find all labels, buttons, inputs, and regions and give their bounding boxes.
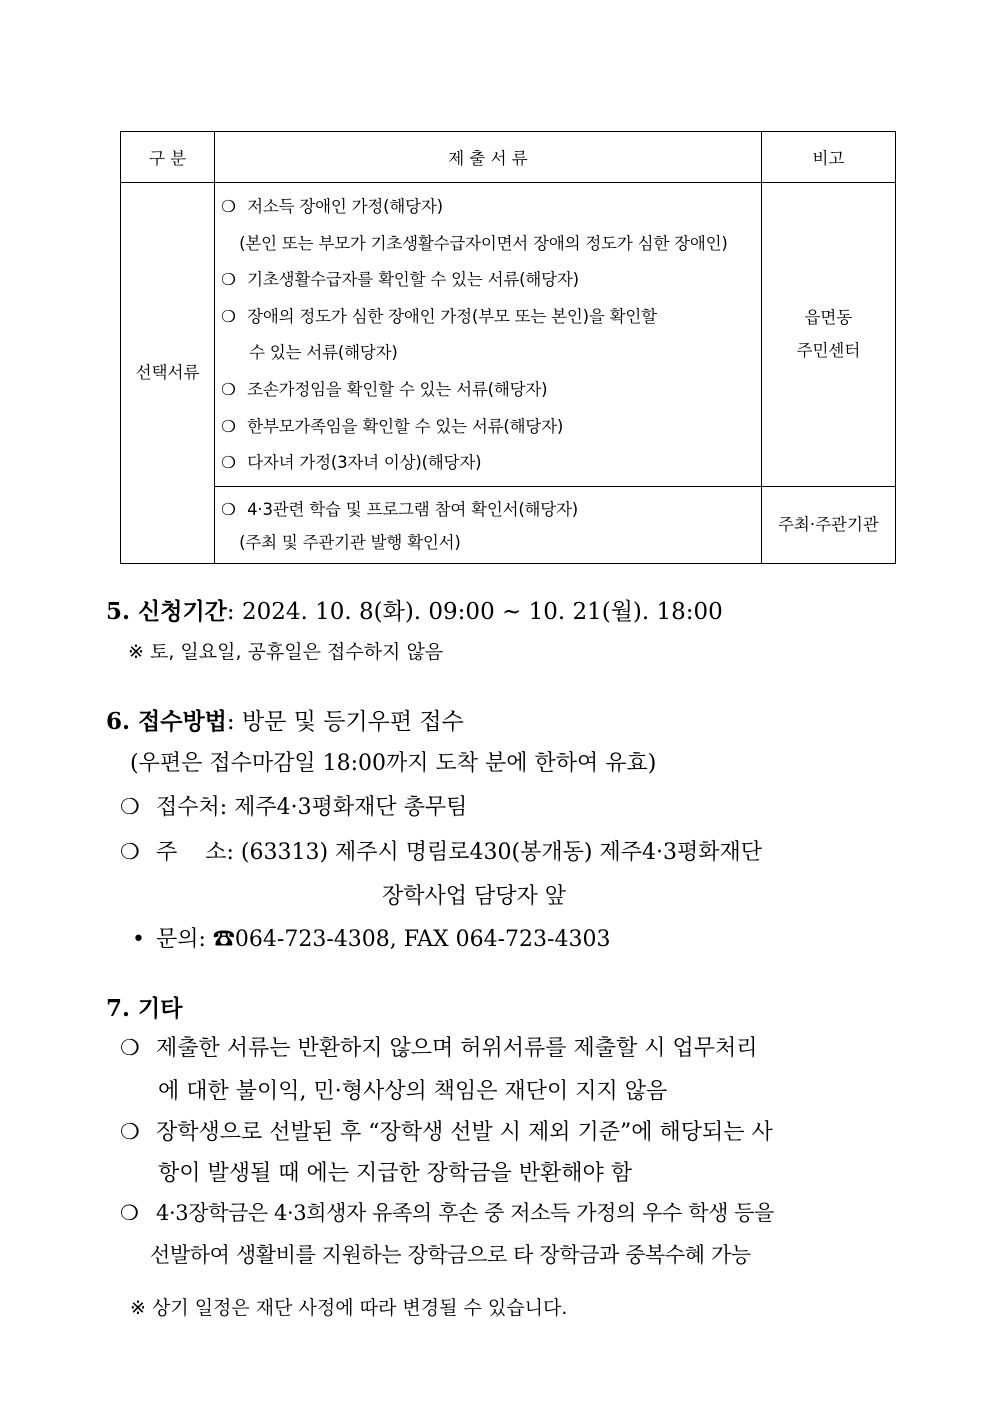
section-5-title: [106, 593, 723, 626]
circle-bullet-icon: ❍: [120, 840, 140, 865]
circle-bullet-icon: ❍: [221, 453, 236, 473]
section-5-value: : 2024. 10. 8(화). 09:00 ~ 10. 21(월). 18:00: [226, 599, 723, 625]
circle-bullet-icon: ❍: [221, 306, 236, 326]
circle-bullet-icon: ❍: [221, 499, 236, 519]
item-text: 4·3장학금은 4·3희생자 유족의 후손 중 저소득 가정의 우수 학생 등을: [156, 1201, 775, 1225]
documents-table: [120, 131, 896, 564]
document-item: [221, 493, 757, 526]
document-text: 기초생활수급자를 확인할 수 있는 서류(해당자): [247, 270, 579, 290]
document-text: 4·3관련 학습 및 프로그램 참여 확인서(해당자): [247, 499, 579, 519]
note-line: 읍면동: [804, 308, 853, 328]
document-item: [221, 372, 757, 409]
section-7-heading: 7. 기타: [106, 995, 183, 1022]
header-documents: 제 출 서 류: [215, 132, 762, 183]
header-category: 구 분: [121, 132, 215, 183]
section-7-item-cont: 선발하여 생활비를 지원하는 장학금으로 타 장학금과 중복수혜 가능: [150, 1243, 751, 1267]
section-5-note: ※ 토, 일요일, 공휴일은 접수하지 않음: [128, 641, 444, 663]
item-text: 제출한 서류는 반환하지 않으며 허위서류를 제출할 시 업무처리: [156, 1036, 758, 1061]
section-7-item-cont: 에 대한 불이익, 민·형사상의 책임은 재단이 지지 않음: [158, 1079, 668, 1104]
table-row: [121, 183, 896, 487]
section-6-address: [120, 835, 762, 866]
document-item: [221, 299, 757, 336]
circle-bullet-icon: ❍: [221, 416, 236, 436]
address-text: (63313) 제주시 명림로430(봉개동) 제주4·3평화재단: [240, 840, 762, 865]
circle-bullet-icon: ❍: [120, 1201, 139, 1225]
circle-bullet-icon: ❍: [120, 1036, 140, 1061]
section-6-heading: 6. 접수방법: [106, 708, 227, 735]
office-text: 접수처: 제주4·3평화재단 총무팀: [156, 795, 468, 820]
document-item: [221, 262, 757, 299]
dot-bullet-icon: •: [132, 927, 145, 952]
circle-bullet-icon: ❍: [221, 379, 236, 399]
document-text: 다자녀 가정(3자녀 이상)(해당자): [247, 453, 482, 473]
document-text: 조손가정임을 확인할 수 있는 서류(해당자): [247, 379, 548, 399]
category-cell: 선택서류: [121, 183, 215, 564]
section-7-item: [120, 1115, 773, 1146]
section-6-title: [106, 703, 464, 736]
section-6-value: : 방문 및 등기우편 접수: [226, 709, 464, 735]
document-item-continued: 수 있는 서류(해당자): [249, 343, 398, 363]
note-cell: 주최·주관기관: [761, 486, 895, 563]
document-item: [221, 189, 757, 226]
note-line: 주민센터: [796, 341, 861, 361]
document-text: 저소득 장애인 가정(해당자): [247, 197, 443, 216]
header-note: 비고: [761, 132, 895, 183]
item-text: 장학생으로 선발된 후 “장학생 선발 시 제외 기준”에 해당되는 사: [156, 1120, 773, 1145]
section-6-inquiry: [132, 922, 610, 953]
document-item-detail: (주최 및 주관기관 발행 확인서): [239, 532, 461, 552]
document-item: [221, 409, 757, 446]
document-item-detail: (본인 또는 부모가 기초생활수급자이면서 장애의 정도가 심한 장애인): [239, 233, 728, 253]
table-row: [121, 486, 896, 563]
section-6-sub: (우편은 접수마감일 18:00까지 도착 분에 한하여 유효): [130, 751, 657, 776]
document-text: 장애의 정도가 심한 장애인 가정(부모 또는 본인)을 확인할: [247, 306, 657, 326]
address-label: 주 소:: [156, 840, 234, 865]
section-6-address-cont: 장학사업 담당자 앞: [382, 884, 567, 909]
documents-cell: [215, 486, 762, 563]
note-cell: [761, 183, 895, 487]
documents-cell: [215, 183, 762, 487]
section-7-item-cont: 항이 발생될 때 에는 지급한 장학금을 반환해야 함: [158, 1161, 632, 1186]
section-7-item: [120, 1031, 758, 1062]
circle-bullet-icon: ❍: [120, 795, 140, 820]
document-item: [221, 445, 757, 482]
circle-bullet-icon: ❍: [221, 270, 236, 290]
circle-bullet-icon: ❍: [221, 197, 236, 216]
circle-bullet-icon: ❍: [120, 1120, 140, 1145]
footnote: ※ 상기 일정은 재단 사정에 따라 변경될 수 있습니다.: [130, 1297, 568, 1319]
table-header-row: [121, 132, 896, 183]
section-5-heading: 5. 신청기간: [106, 598, 227, 625]
inquiry-text: 문의: ☎064-723-4308, FAX 064-723-4303: [156, 927, 611, 952]
section-6-office: [120, 790, 467, 821]
document-text: 한부모가족임을 확인할 수 있는 서류(해당자): [247, 416, 564, 436]
section-7-item: [120, 1197, 774, 1227]
